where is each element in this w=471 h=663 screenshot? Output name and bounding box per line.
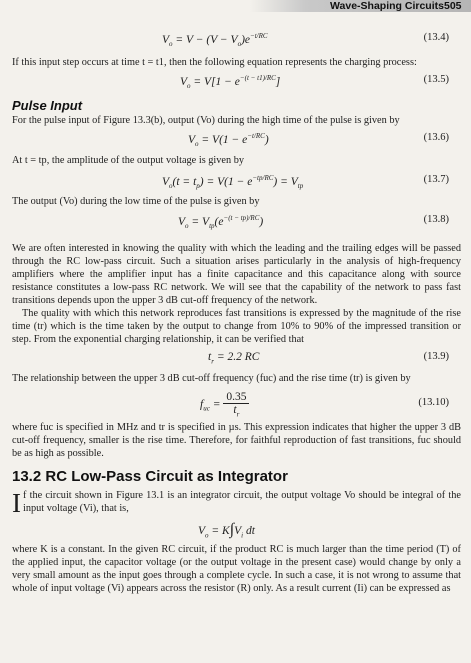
equation-number: (13.4) [423, 32, 449, 43]
equation-13-10: $f_{uc}$ = $\frac{0.35}{t_r}$ (13.10) [200, 391, 449, 419]
paragraph-dropcap: If the circuit shown in Figure 13.1 is an integrator circuit, the output voltage Vo should be integral of the input voltage (Vi), that is, [12, 488, 461, 518]
equation-13-5: $V_o = V[1 - e^{-(t - t1)/RC}]$ (13.5) [180, 74, 449, 91]
paragraph: The output (Vo) during the low time of the pulse is given by [12, 196, 260, 207]
equation-number: (13.8) [423, 214, 449, 225]
page-header [0, 0, 471, 13]
paragraph: If this input step occurs at time t = t1, then the following equation represents the charging process: [12, 57, 417, 68]
equation-number: (13.10) [418, 397, 449, 408]
equation-integrator: $V_o = K\int V_i$ dt [198, 521, 255, 540]
running-title: Wave-Shaping Circuits [330, 0, 444, 12]
page-number: 505 [444, 0, 462, 12]
paragraph: For the pulse input of Figure 13.3(b), output (Vo) during the high time of the pulse is given by [12, 115, 400, 126]
equation-number: (13.6) [423, 132, 449, 143]
equation-13-9: $t_r = 2.2$ RC (13.9) [208, 351, 449, 366]
equation-13-6: $V_o = V(1 - e^{-t/RC})$ (13.6) [188, 132, 449, 149]
equation-number: (13.5) [423, 74, 449, 85]
paragraph: The relationship between the upper 3 dB cut-off frequency (fuc) and the rise time (tr) is given by [12, 373, 411, 384]
subsection-heading: Pulse Input [12, 98, 83, 113]
page-body [12, 30, 461, 595]
equation-number: (13.9) [423, 351, 449, 362]
drop-cap: I [12, 488, 21, 518]
equation-13-7: $V_o(t = t_p) = V(1 - e^{-tp/RC}) = V_{tp}$ (13.7) [162, 174, 449, 191]
equation-13-8: $V_o = V_{tp}(e^{-(t - tp)/RC})$ (13.8) [178, 214, 449, 231]
equation-number: (13.7) [423, 174, 449, 185]
paragraph: The quality with which this network reproduces fast transitions is expressed by the magnitude of the rise time (tr) which is the time taken by the output to change from 10% to 90% of the impressed transition or step. From the exponential charging relationship, it can be verified that [12, 308, 461, 345]
paragraph: where K is a constant. In the given RC circuit, if the product RC is much larger than the time period (T) of the applied input, the capacitor voltage (or the output voltage in the present case) would change by only a very small amount as the input goes through a complete cycle. In such a case, it is not wrong to assume that whole of input voltage (Vi) appears across the resistor (R) only. As a result current (Ii) can be expressed as [12, 544, 461, 594]
paragraph: where fuc is specified in MHz and tr is specified in µs. This expression indicates that higher the upper 3 dB cut-off frequency, smaller is the rise time. Therefore, for faithful reproduction of fast transitions, fuc should be as high as possible. [12, 422, 461, 459]
equation-13-4: $V_o = V - (V - V_o)e^{-t/RC}$ (13.4) [162, 32, 449, 49]
paragraph: We are often interested in knowing the quality with which the leading and the trailing edges will be passed through the RC low-pass circuit. Such a situation arises particularly in the analysis of high-frequency amplifiers where the amplifier input has a finite capacitance and this capacitance along with source resistance constitutes a low-pass RC network. We will see that the capability of the network to pass fast transitions depends upon the upper 3 dB cut-off frequency of the network. [12, 243, 461, 306]
section-heading: 13.2 RC Low-Pass Circuit as Integrator [12, 468, 288, 485]
fraction: $\frac{0.35}{t_r}$ [223, 391, 249, 418]
paragraph: At t = tp, the amplitude of the output voltage is given by [12, 155, 245, 166]
